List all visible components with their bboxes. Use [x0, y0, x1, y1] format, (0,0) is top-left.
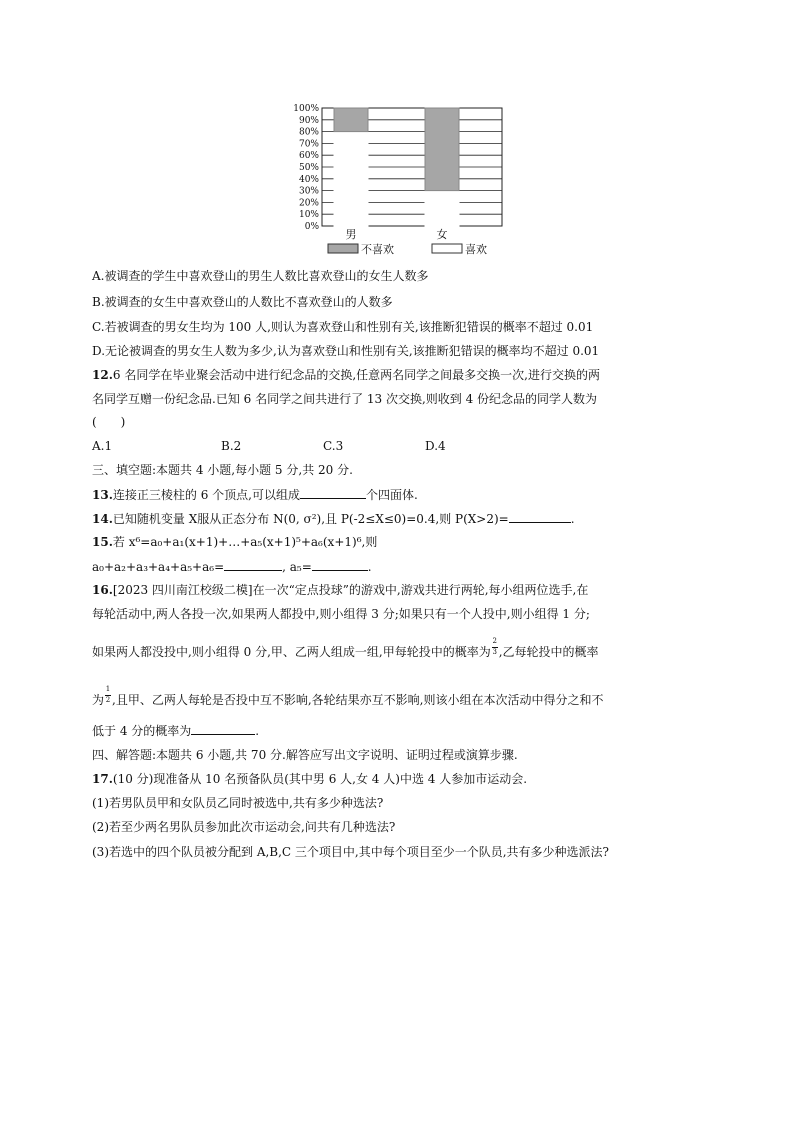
q12-line-1 [92, 367, 600, 383]
y-tick-label: 60% [298, 151, 319, 162]
q12-option-d: D.4 [425, 439, 446, 453]
q16-text-3: 如果两人都没投中,则小组得 0 分,甲、乙两人组成一组,甲每轮投中的概率为 [92, 645, 491, 659]
q15-blank-1 [224, 558, 282, 571]
legend [328, 242, 487, 256]
q16-line-4 [92, 685, 604, 708]
q12-text-1: 6 名同学在毕业聚会活动中进行纪念品的交换,任意两名同学之间最多交换一次,进行交换的两 [112, 368, 600, 382]
q12-options [92, 438, 492, 454]
q16-answer-blank [191, 722, 255, 735]
bar-segment [425, 108, 459, 191]
fraction-denominator: 3 [492, 648, 497, 656]
q14-number: 14. [92, 512, 113, 526]
q12-option-c: C.3 [323, 439, 344, 453]
q16-fraction-2-3 [491, 637, 499, 660]
q14-answer-blank [509, 510, 571, 523]
q13-text: 连接正三棱柱的 6 个顶点,可以组成 [112, 488, 300, 502]
q11-option-c: C.若被调查的男女生均为 100 人,则认为喜欢登山和性别有关,该推断犯错误的概率不超过 0.01 [92, 320, 594, 334]
q13-answer-blank [300, 486, 366, 499]
fraction-numerator: 1 [105, 685, 111, 693]
q16-text-1: [2023 四川南江校级二模]在一次“定点投球”的游戏中,游戏共进行两轮,每小组两位选手,在 [112, 583, 589, 597]
y-axis-ticks [293, 104, 319, 232]
q12-option-a: A.1 [92, 439, 113, 453]
q14-after: . [570, 512, 575, 526]
q11-option-a: A.被调查的学生中喜欢登山的男生人数比喜欢登山的女生人数多 [92, 269, 429, 283]
q17-part-1: (1)若男队员甲和女队员乙同时被选中,共有多少种选法? [92, 796, 384, 810]
q16-text-5: 低于 4 分的概率为 [92, 724, 192, 738]
section-3-heading: 三、填空题:本题共 4 小题,每小题 5 分,共 20 分. [92, 463, 353, 477]
q11-option-d: D.无论被调查的男女生人数为多少,认为喜欢登山和性别有关,该推断犯错误的概率均不超过 0.01 [92, 344, 600, 358]
q15-text-2b: , a₅= [282, 560, 312, 574]
q15-blank-2 [312, 558, 368, 571]
q12-line-2: 名同学互赠一份纪念品.已知 6 名同学之间共进行了 13 次交换,则收到 4 份纪念品的同学人数为 [92, 392, 598, 406]
q13-after: 个四面体. [365, 488, 418, 502]
q15-number: 15. [92, 535, 113, 549]
y-tick-label: 40% [298, 174, 319, 185]
q11-option-b: B.被调查的女生中喜欢登山的人数比不喜欢登山的人数多 [92, 295, 393, 309]
legend-swatch [432, 244, 462, 253]
q15-text-1: 若 x⁶=a₀+a₁(x+1)+…+a₅(x+1)⁵+a₆(x+1)⁶,则 [112, 535, 378, 549]
q16-fraction-1-2 [104, 685, 112, 708]
q13-number: 13. [92, 488, 113, 502]
x-axis-labels [346, 227, 448, 241]
q17-part-2: (2)若至少两名男队员参加此次市运动会,问共有几种选法? [92, 820, 396, 834]
q16-line-5 [92, 722, 259, 739]
q12-option-b: B.2 [221, 439, 242, 453]
bar-segment [334, 132, 368, 226]
y-tick-label: 100% [293, 104, 319, 114]
q17-stem-text: (10 分)现准备从 10 名预备队员(其中男 6 人,女 4 人)中选 4 人参加市运动会. [112, 772, 528, 786]
legend-label: 不喜欢 [361, 243, 394, 256]
fraction-denominator: 2 [105, 696, 111, 704]
y-tick-label: 70% [298, 139, 319, 150]
bar-segment [425, 191, 459, 226]
legend-swatch [328, 244, 358, 253]
q16-line-2: 每轮活动中,两人各投一次,如果两人都投中,则小组得 3 分;如果只有一个人投中,则小组得 1 分; [92, 607, 590, 621]
x-tick-label: 女 [436, 228, 448, 241]
legend-label: 喜欢 [465, 243, 487, 256]
y-tick-label: 0% [304, 222, 319, 232]
q17-part-3: (3)若选中的四个队员被分配到 A,B,C 三个项目中,其中每个项目至少一个队员,共有多少种选派法? [92, 845, 609, 859]
q12-number: 12. [92, 368, 113, 382]
y-tick-label: 30% [298, 186, 319, 197]
q15-line-1 [92, 534, 377, 550]
q16-text-4b: ,且甲、乙两人每轮是否投中互不影响,各轮结果亦互不影响,则该小组在本次活动中得分之和不 [112, 693, 604, 707]
section-4-heading: 四、解答题:本题共 6 小题,共 70 分.解答应写出文字说明、证明过程或演算步骤. [92, 748, 518, 762]
q16-after: . [255, 724, 260, 738]
q12-answer-paren: ( ) [92, 415, 126, 429]
q14 [92, 510, 575, 527]
y-tick-label: 10% [298, 210, 319, 221]
q17-number: 17. [92, 772, 113, 786]
y-tick-label: 50% [298, 163, 319, 173]
q15-after: . [367, 560, 372, 574]
q16-line-1 [92, 582, 588, 598]
q13 [92, 486, 418, 503]
y-tick-label: 80% [298, 127, 319, 138]
q16-text-3b: ,乙每轮投中的概率 [498, 645, 599, 659]
bar-segment [334, 108, 368, 132]
q16-number: 16. [92, 583, 113, 597]
x-tick-label: 男 [345, 228, 357, 241]
q16-text-4a: 为 [92, 693, 105, 707]
fraction-numerator: 2 [492, 637, 497, 645]
plot-area [322, 108, 502, 226]
q15-text-2a: a₀+a₂+a₃+a₄+a₅+a₆= [92, 560, 225, 574]
y-tick-label: 90% [298, 115, 319, 126]
q17-stem [92, 771, 527, 787]
q14-text: 已知随机变量 X服从正态分布 N(0, σ²),且 P(-2≤X≤0)=0.4,则 P(X>2)= [112, 512, 509, 526]
stacked-percent-bar-chart [285, 100, 510, 260]
q15-line-2 [92, 558, 372, 575]
q16-line-3 [92, 637, 599, 660]
y-tick-label: 20% [298, 198, 319, 209]
